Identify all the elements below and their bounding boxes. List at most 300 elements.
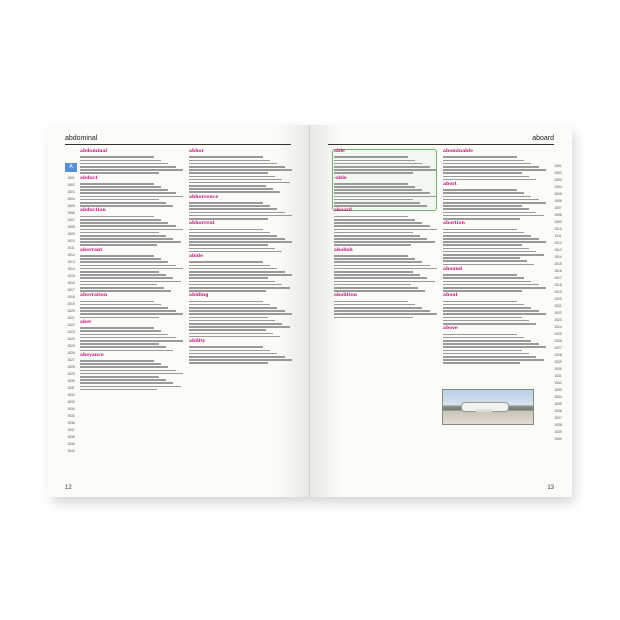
text-line bbox=[189, 304, 270, 306]
text-line bbox=[443, 284, 539, 286]
thumb-index-number: 1517 bbox=[67, 288, 75, 292]
text-line bbox=[334, 192, 430, 194]
text-line bbox=[334, 189, 422, 191]
text-line bbox=[80, 379, 166, 381]
right-column-2 bbox=[443, 149, 548, 365]
text-line bbox=[189, 176, 275, 178]
headword[interactable]: abound bbox=[443, 266, 463, 272]
text-line bbox=[80, 261, 168, 263]
text-line bbox=[189, 301, 263, 303]
text-line bbox=[80, 202, 166, 204]
text-line bbox=[80, 192, 176, 194]
text-line bbox=[334, 183, 408, 185]
text-line bbox=[80, 370, 176, 372]
text-line bbox=[443, 229, 517, 231]
text-line bbox=[189, 235, 277, 237]
text-line bbox=[80, 268, 183, 270]
thumb-index-number: 1512 bbox=[67, 253, 75, 257]
headword[interactable]: aberration bbox=[80, 293, 108, 299]
text-line bbox=[80, 277, 173, 279]
headword[interactable]: abet bbox=[80, 319, 92, 325]
thumb-index-number: 1529 bbox=[67, 372, 75, 376]
headword[interactable]: abduction bbox=[80, 208, 106, 214]
text-line bbox=[80, 189, 168, 191]
text-line bbox=[80, 334, 168, 336]
text-line bbox=[80, 238, 173, 240]
text-line bbox=[189, 274, 292, 276]
text-line bbox=[443, 353, 529, 355]
headword[interactable]: able bbox=[334, 149, 345, 154]
text-line bbox=[189, 241, 292, 243]
text-line bbox=[334, 317, 413, 319]
text-line bbox=[80, 216, 154, 218]
text-line bbox=[189, 218, 268, 220]
text-line bbox=[80, 156, 154, 158]
text-line bbox=[80, 382, 173, 384]
text-line bbox=[80, 225, 176, 227]
text-line bbox=[189, 169, 292, 171]
thumb-index-number: 1539 bbox=[67, 442, 75, 446]
text-line bbox=[334, 301, 408, 303]
text-line bbox=[80, 255, 154, 257]
text-line bbox=[80, 330, 161, 332]
text-line bbox=[334, 232, 413, 234]
text-line bbox=[443, 166, 539, 168]
dictionary-entry bbox=[80, 320, 185, 326]
thumb-index-number: 1540 bbox=[67, 449, 75, 453]
text-line bbox=[80, 343, 159, 345]
thumb-index-number: 1537 bbox=[67, 428, 75, 432]
dictionary-entry bbox=[80, 176, 185, 182]
thumb-index-number: 1531 bbox=[67, 386, 75, 390]
text-line bbox=[189, 353, 277, 355]
text-line bbox=[334, 222, 422, 224]
text-line bbox=[189, 185, 266, 187]
headword[interactable]: abort bbox=[443, 181, 457, 187]
right-page bbox=[310, 125, 572, 497]
text-line bbox=[334, 241, 435, 243]
text-line bbox=[189, 182, 290, 184]
text-line bbox=[189, 320, 275, 322]
text-line bbox=[189, 188, 273, 190]
text-line bbox=[80, 373, 183, 375]
text-line bbox=[443, 163, 531, 165]
dictionary-entry bbox=[80, 149, 185, 155]
text-line bbox=[189, 359, 292, 361]
dictionary-entry bbox=[334, 293, 439, 299]
dictionary-entry bbox=[334, 208, 439, 214]
text-line bbox=[189, 329, 266, 331]
thumb-index-number: 1504 bbox=[67, 197, 75, 201]
dictionary-entry bbox=[443, 326, 548, 332]
headword[interactable]: abolition bbox=[334, 293, 358, 299]
text-line bbox=[189, 160, 270, 162]
text-line bbox=[443, 205, 522, 207]
headword[interactable]: abhor bbox=[189, 149, 205, 154]
thumb-index-number: 1515 bbox=[554, 262, 562, 266]
text-line bbox=[189, 326, 290, 328]
text-line bbox=[80, 376, 159, 378]
thumb-index-number: 1503 bbox=[554, 178, 562, 182]
text-line bbox=[189, 333, 273, 335]
text-line bbox=[189, 277, 268, 279]
thumb-index-number: 1539 bbox=[554, 430, 562, 434]
text-line bbox=[189, 336, 280, 338]
thumb-index-number: 1511 bbox=[67, 246, 75, 250]
text-line bbox=[334, 163, 422, 165]
text-line bbox=[334, 219, 415, 221]
headword[interactable]: abide bbox=[189, 254, 204, 260]
text-line bbox=[443, 212, 536, 214]
text-line bbox=[80, 310, 176, 312]
text-line bbox=[189, 191, 280, 193]
thumb-index-number: 1509 bbox=[67, 232, 75, 236]
text-line bbox=[334, 238, 427, 240]
text-line bbox=[189, 205, 270, 207]
text-line bbox=[443, 254, 544, 256]
text-line bbox=[189, 265, 270, 267]
text-line bbox=[443, 334, 517, 336]
dictionary-entry bbox=[80, 353, 185, 359]
headword[interactable]: above bbox=[443, 326, 458, 332]
text-line bbox=[334, 255, 408, 257]
text-line bbox=[334, 225, 430, 227]
text-line bbox=[80, 160, 161, 162]
thumb-index-number: 1536 bbox=[67, 421, 75, 425]
text-line bbox=[189, 238, 285, 240]
thumb-index-number: 1522 bbox=[554, 311, 562, 315]
text-line bbox=[443, 304, 524, 306]
thumb-index-number: 1526 bbox=[554, 339, 562, 343]
thumb-index-number: 1523 bbox=[67, 330, 75, 334]
text-line bbox=[80, 244, 157, 246]
dictionary-entry bbox=[443, 267, 548, 273]
text-line bbox=[80, 346, 166, 348]
right-column-1 bbox=[334, 149, 439, 320]
open-dictionary bbox=[47, 125, 572, 497]
text-line bbox=[189, 313, 292, 315]
thumb-index-number: 1530 bbox=[67, 379, 75, 383]
text-line bbox=[80, 271, 159, 273]
text-line bbox=[80, 235, 166, 237]
headword[interactable]: aboard bbox=[334, 208, 352, 214]
text-line bbox=[80, 241, 181, 243]
right-header-rule bbox=[328, 144, 554, 145]
thumb-index-number: 1533 bbox=[554, 388, 562, 392]
dictionary-entry bbox=[334, 248, 439, 254]
airplane-image bbox=[461, 402, 509, 412]
dictionary-entry bbox=[189, 149, 294, 155]
text-line bbox=[334, 172, 413, 174]
text-line bbox=[189, 290, 266, 292]
text-line bbox=[443, 307, 531, 309]
text-line bbox=[334, 166, 430, 168]
thumb-index-number: 1524 bbox=[67, 337, 75, 341]
text-line bbox=[80, 205, 173, 207]
text-line bbox=[189, 163, 277, 165]
dictionary-entry bbox=[189, 221, 294, 227]
headword[interactable]: abduct bbox=[80, 175, 98, 181]
thumb-index-number: 1521 bbox=[67, 316, 75, 320]
text-line bbox=[80, 229, 183, 231]
text-line bbox=[334, 169, 437, 171]
text-line bbox=[443, 248, 529, 250]
thumb-index-number: 1501 bbox=[554, 164, 562, 168]
text-line bbox=[80, 232, 159, 234]
thumb-index-number: 1525 bbox=[67, 344, 75, 348]
text-line bbox=[334, 307, 422, 309]
text-line bbox=[189, 202, 263, 204]
text-line bbox=[80, 360, 154, 362]
thumb-index-number: 1507 bbox=[67, 218, 75, 222]
text-line bbox=[334, 281, 435, 283]
headword[interactable]: -able bbox=[334, 175, 347, 181]
text-line bbox=[334, 310, 430, 312]
thumb-index-number: 1524 bbox=[554, 325, 562, 329]
thumb-index-number: 1506 bbox=[67, 211, 75, 215]
text-line bbox=[80, 287, 164, 289]
text-line bbox=[334, 313, 437, 315]
text-line bbox=[189, 166, 285, 168]
text-line bbox=[80, 183, 154, 185]
thumb-index-number: 1526 bbox=[67, 351, 75, 355]
thumb-index-number: 1510 bbox=[554, 227, 562, 231]
text-line bbox=[80, 389, 157, 391]
text-line bbox=[189, 156, 263, 158]
thumb-index-number: 1508 bbox=[554, 213, 562, 217]
thumb-index-number: 1528 bbox=[554, 353, 562, 357]
text-line bbox=[334, 284, 411, 286]
headword[interactable]: abolish bbox=[334, 247, 353, 253]
left-page-number: 12 bbox=[65, 485, 72, 491]
text-line bbox=[334, 229, 437, 231]
text-line bbox=[189, 232, 270, 234]
text-line bbox=[80, 284, 157, 286]
thumb-index-number: 1520 bbox=[554, 297, 562, 301]
dictionary-entry bbox=[189, 339, 294, 345]
text-line bbox=[334, 235, 420, 237]
thumb-index-number: 1519 bbox=[67, 302, 75, 306]
thumb-index-number: 1518 bbox=[67, 295, 75, 299]
headword[interactable]: abominable bbox=[443, 149, 474, 154]
text-line bbox=[189, 356, 285, 358]
text-line bbox=[189, 350, 270, 352]
thumb-index-number: 1538 bbox=[67, 435, 75, 439]
text-line bbox=[80, 327, 154, 329]
dictionary-entry bbox=[80, 248, 185, 254]
text-line bbox=[443, 176, 529, 178]
text-line bbox=[443, 232, 524, 234]
thumb-index-number: 1525 bbox=[554, 332, 562, 336]
text-line bbox=[334, 156, 408, 158]
text-line bbox=[334, 202, 420, 204]
thumb-index-number: 1528 bbox=[67, 365, 75, 369]
headword[interactable]: abhorrence bbox=[189, 194, 219, 200]
text-line bbox=[443, 169, 546, 171]
text-line bbox=[443, 343, 539, 345]
text-line bbox=[80, 258, 161, 260]
headword[interactable]: abeyance bbox=[80, 352, 104, 358]
headword[interactable]: abortion bbox=[443, 221, 465, 227]
thumb-index-number: 1518 bbox=[554, 283, 562, 287]
headword[interactable]: abiding bbox=[189, 293, 209, 299]
left-thumb-index bbox=[65, 175, 77, 455]
text-line bbox=[334, 205, 427, 207]
text-line bbox=[443, 346, 546, 348]
text-line bbox=[80, 363, 161, 365]
text-line bbox=[80, 366, 168, 368]
dictionary-entry bbox=[334, 176, 439, 182]
text-line bbox=[443, 208, 529, 210]
thumb-index-number: 1531 bbox=[554, 374, 562, 378]
dictionary-entry bbox=[443, 149, 548, 155]
thumb-index-number: 1530 bbox=[554, 367, 562, 371]
thumb-index-number: 1503 bbox=[67, 190, 75, 194]
thumb-index-number: 1535 bbox=[67, 414, 75, 418]
text-line bbox=[443, 323, 536, 325]
text-line bbox=[443, 350, 522, 352]
dictionary-entry bbox=[443, 293, 548, 299]
text-line bbox=[443, 310, 539, 312]
text-line bbox=[80, 386, 181, 388]
text-line bbox=[443, 189, 517, 191]
text-line bbox=[443, 281, 531, 283]
thumb-index-number: 1506 bbox=[554, 199, 562, 203]
text-line bbox=[443, 290, 522, 292]
text-line bbox=[80, 313, 183, 315]
text-line bbox=[443, 264, 534, 266]
right-thumb-index bbox=[552, 163, 564, 443]
text-line bbox=[80, 340, 183, 342]
thumb-index-number: 1540 bbox=[554, 437, 562, 441]
airplane-photo bbox=[442, 389, 534, 425]
dictionary-entry bbox=[80, 293, 185, 299]
text-line bbox=[189, 208, 277, 210]
text-line bbox=[189, 248, 275, 250]
text-line bbox=[189, 261, 263, 263]
text-line bbox=[334, 196, 437, 198]
text-line bbox=[443, 359, 544, 361]
text-line bbox=[443, 251, 536, 253]
thumb-index-number: 1536 bbox=[554, 409, 562, 413]
text-line bbox=[443, 274, 517, 276]
thumb-index-number: 1534 bbox=[67, 407, 75, 411]
text-line bbox=[334, 304, 415, 306]
headword[interactable]: about bbox=[443, 293, 458, 299]
headword[interactable]: abhorrent bbox=[189, 221, 215, 227]
thumb-index-number: 1516 bbox=[554, 269, 562, 273]
thumb-index-number: 1520 bbox=[67, 309, 75, 313]
text-line bbox=[80, 222, 168, 224]
dictionary-entry bbox=[189, 254, 294, 260]
text-line bbox=[443, 257, 520, 259]
text-line bbox=[443, 320, 529, 322]
text-line bbox=[334, 199, 413, 201]
text-line bbox=[443, 244, 522, 246]
thumb-index-number: 1527 bbox=[554, 346, 562, 350]
text-line bbox=[189, 268, 277, 270]
thumb-index-number: 1534 bbox=[554, 395, 562, 399]
text-line bbox=[189, 251, 282, 253]
thumb-index-number: 1502 bbox=[554, 171, 562, 175]
text-line bbox=[80, 219, 161, 221]
text-line bbox=[334, 265, 430, 267]
left-column-1 bbox=[80, 149, 185, 392]
text-line bbox=[334, 274, 420, 276]
left-column-2 bbox=[189, 149, 294, 365]
text-line bbox=[334, 277, 427, 279]
text-line bbox=[443, 313, 546, 315]
text-line bbox=[80, 166, 176, 168]
text-line bbox=[189, 310, 285, 312]
text-line bbox=[334, 261, 422, 263]
text-line bbox=[443, 287, 546, 289]
headword[interactable]: abdominal bbox=[80, 149, 108, 154]
thumb-index-number: 1505 bbox=[554, 192, 562, 196]
thumb-index-number: 1532 bbox=[67, 393, 75, 397]
text-line bbox=[443, 362, 520, 364]
left-running-header: abdominal bbox=[65, 135, 98, 142]
thumb-index-number: 1514 bbox=[67, 267, 75, 271]
dictionary-entry bbox=[443, 182, 548, 188]
thumb-index-number: 1508 bbox=[67, 225, 75, 229]
text-line bbox=[334, 186, 415, 188]
text-line bbox=[334, 244, 411, 246]
text-line bbox=[80, 304, 161, 306]
text-line bbox=[443, 301, 517, 303]
text-line bbox=[80, 172, 159, 174]
text-line bbox=[443, 238, 539, 240]
left-header-rule bbox=[65, 144, 291, 145]
thumb-index-number: 1504 bbox=[554, 185, 562, 189]
thumb-index-number: 1516 bbox=[67, 281, 75, 285]
text-line bbox=[334, 290, 425, 292]
headword[interactable]: aberrant bbox=[80, 247, 103, 253]
text-line bbox=[443, 277, 524, 279]
text-line bbox=[189, 362, 268, 364]
dictionary-entry bbox=[189, 195, 294, 201]
text-line bbox=[334, 268, 437, 270]
headword[interactable]: ability bbox=[189, 338, 206, 344]
thumb-index-number: 1535 bbox=[554, 402, 562, 406]
text-line bbox=[443, 218, 520, 220]
text-line bbox=[443, 196, 531, 198]
thumb-index-number: 1529 bbox=[554, 360, 562, 364]
thumb-index-number: 1527 bbox=[67, 358, 75, 362]
thumb-index-number: 1510 bbox=[67, 239, 75, 243]
thumb-index-number: 1517 bbox=[554, 276, 562, 280]
text-line bbox=[443, 199, 539, 201]
text-line bbox=[80, 169, 183, 171]
text-line bbox=[443, 192, 524, 194]
text-line bbox=[189, 307, 277, 309]
thumb-index-number: 1509 bbox=[554, 220, 562, 224]
thumb-index-number: 1511 bbox=[554, 234, 562, 238]
text-line bbox=[443, 260, 527, 262]
dictionary-entry bbox=[189, 293, 294, 299]
thumb-index-number: 1537 bbox=[554, 416, 562, 420]
text-line bbox=[80, 265, 176, 267]
text-line bbox=[443, 215, 544, 217]
dictionary-entry bbox=[443, 221, 548, 227]
text-line bbox=[80, 196, 183, 198]
text-line bbox=[189, 172, 268, 174]
text-line bbox=[80, 337, 176, 339]
section-tab[interactable]: A bbox=[65, 163, 77, 172]
text-line bbox=[443, 202, 546, 204]
text-line bbox=[334, 287, 418, 289]
text-line bbox=[443, 156, 517, 158]
